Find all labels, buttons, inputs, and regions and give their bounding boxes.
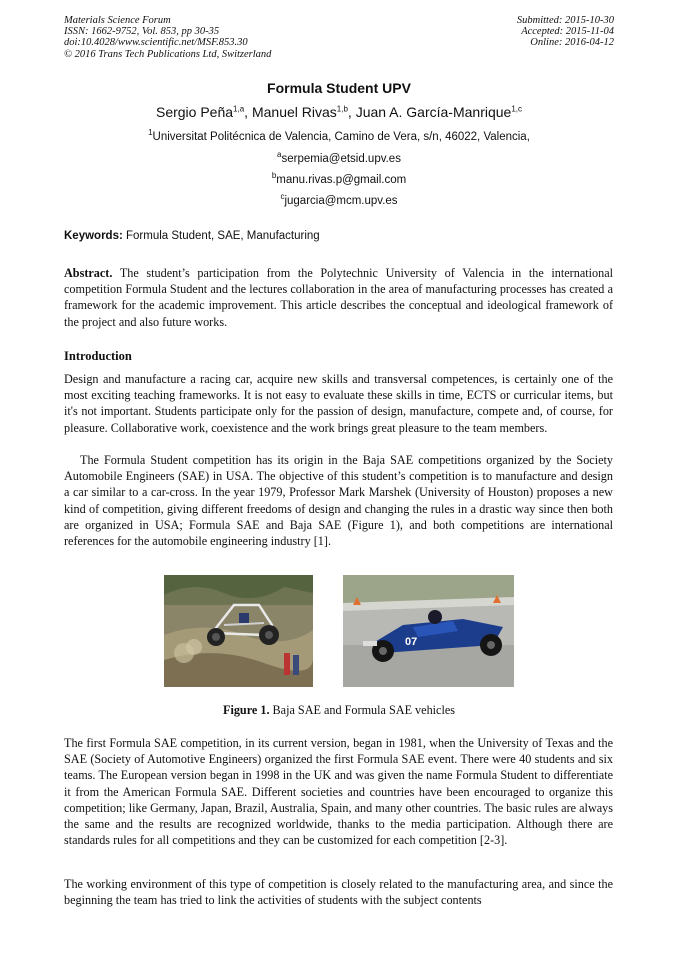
formula-sae-photo xyxy=(343,575,514,687)
section-heading: Introduction xyxy=(64,349,132,363)
car-number: 07 xyxy=(405,636,418,648)
email-c xyxy=(0,192,678,207)
figure-label: Figure 1. xyxy=(223,703,270,717)
intro-paragraph-1: Design and manufacture a racing car, acquire new skills and transversal competences, is certainly one of the most exciting teaching frameworks. It is not easy to evaluate these skills in time, ECTS or curricular items, but it's not important. Students participate only for the passion of design, manufacture, compete and, of course, for pleasure. Collaborative work, coexistence and the work brings great pleasure to the team members. xyxy=(64,372,613,435)
journal-name: Materials Science Forum xyxy=(64,15,171,26)
abstract-label: Abstract. xyxy=(64,266,113,280)
figure-caption xyxy=(0,703,678,718)
issn: ISSN: 1662-9752, Vol. 853, pp 30-35 xyxy=(64,26,220,38)
journal-header xyxy=(64,15,271,60)
email-text: manu.rivas.p@gmail.com xyxy=(276,174,407,186)
author-list: Sergio Peña$^{1,a}$, Manuel Rivas$^{1,b}$, Juan A. García-Manrique$^{1,c}$ xyxy=(155,104,522,120)
author-name: Manuel Rivas xyxy=(251,104,337,120)
author-name: Sergio Peña xyxy=(155,104,234,120)
copyright: © 2016 Trans Tech Publications Ltd, Switzerland xyxy=(64,48,272,60)
online-date: Online: 2016-04-12 xyxy=(530,37,614,49)
baja-sae-photo xyxy=(164,575,313,687)
figure-caption-text: Baja SAE and Formula SAE vehicles xyxy=(272,703,455,717)
body-paragraph-4: The working environment of this type of competition is closely related to the manufacturing area, and since the beginning the team has tried to link the activities of students with the subject contents xyxy=(64,877,613,908)
intro-paragraph-2: The Formula Student competition has its origin in the Baja SAE competitions organized by the Society Automobile Engineers (SAE) in USA. The objective of this student’s competition is to manufacture and design a car similar to a car-cross. In the year 1979, Professor Mark Marshek (University of Houston) proposes a new kind of competition, giving different freedoms of design and changing the rules in a drastic way since then both are organized in USA; Formula SAE and Baja SAE (Figure 1), and both competitions are international references for the automobile engineering industry [1]. xyxy=(64,453,613,549)
abstract-text: The student’s participation from the Polytechnic University of Valencia in the international competition Formula Student and the lectures collaboration in the area of manufacturing processes has created a framework for the academic improvement. This article describes the conceptual and ideological framework of the project and also future works. xyxy=(64,266,613,329)
email-text: jugarcia@mcm.upv.es xyxy=(284,195,398,207)
body-paragraph-3: The first Formula SAE competition, in its current version, began in 1981, when the University of Texas and the SAE (Society of Automotive Engineers) organized the first Formula SAE event. There were 40 students and six teams. The European version began in 1998 in the UK and was given the name Formula Student to differentiate it from the American Formula SAE. Different societies and countries have been encouraged to organize this competition; like Germany, Japan, Brazil, Australia, Spain, and many other countries. The basic rules are always the same and the results are recognized worldwide, thanks to the media participation. Although there are standards rules for all competitions and they can be customized for each competition [2-3]. xyxy=(64,736,613,848)
email-text: serpemia@etsid.upv.es xyxy=(281,153,401,165)
keywords-text: Formula Student, SAE, Manufacturing xyxy=(126,230,320,242)
accepted-date: Accepted: 2015-11-04 xyxy=(521,26,614,38)
affiliation-sup: 1 xyxy=(148,128,153,138)
doi: doi:10.4028/www.scientific.net/MSF.853.30 xyxy=(64,37,248,49)
author-sup: 1,b xyxy=(336,104,348,114)
abstract xyxy=(64,265,613,330)
submitted-date: Submitted: 2015-10-30 xyxy=(516,15,614,26)
affiliation-text: Universitat Politécnica de Valencia, Camino de Vera, s/n, 46022, Valencia, xyxy=(152,131,530,143)
email-sup: c xyxy=(280,192,285,202)
keywords xyxy=(64,230,614,242)
author-sup: 1,a xyxy=(233,104,245,114)
email-sup: a xyxy=(277,150,282,160)
paper-title: Formula Student UPV xyxy=(267,80,411,96)
email-a xyxy=(0,150,678,165)
email-sup: b xyxy=(271,171,277,181)
author-name: Juan A. García-Manrique xyxy=(355,104,512,120)
author-sup: 1,c xyxy=(511,104,522,114)
email-b xyxy=(0,171,678,186)
affiliation xyxy=(0,128,678,143)
keywords-label: Keywords: xyxy=(64,230,123,242)
dates-header xyxy=(517,15,614,49)
